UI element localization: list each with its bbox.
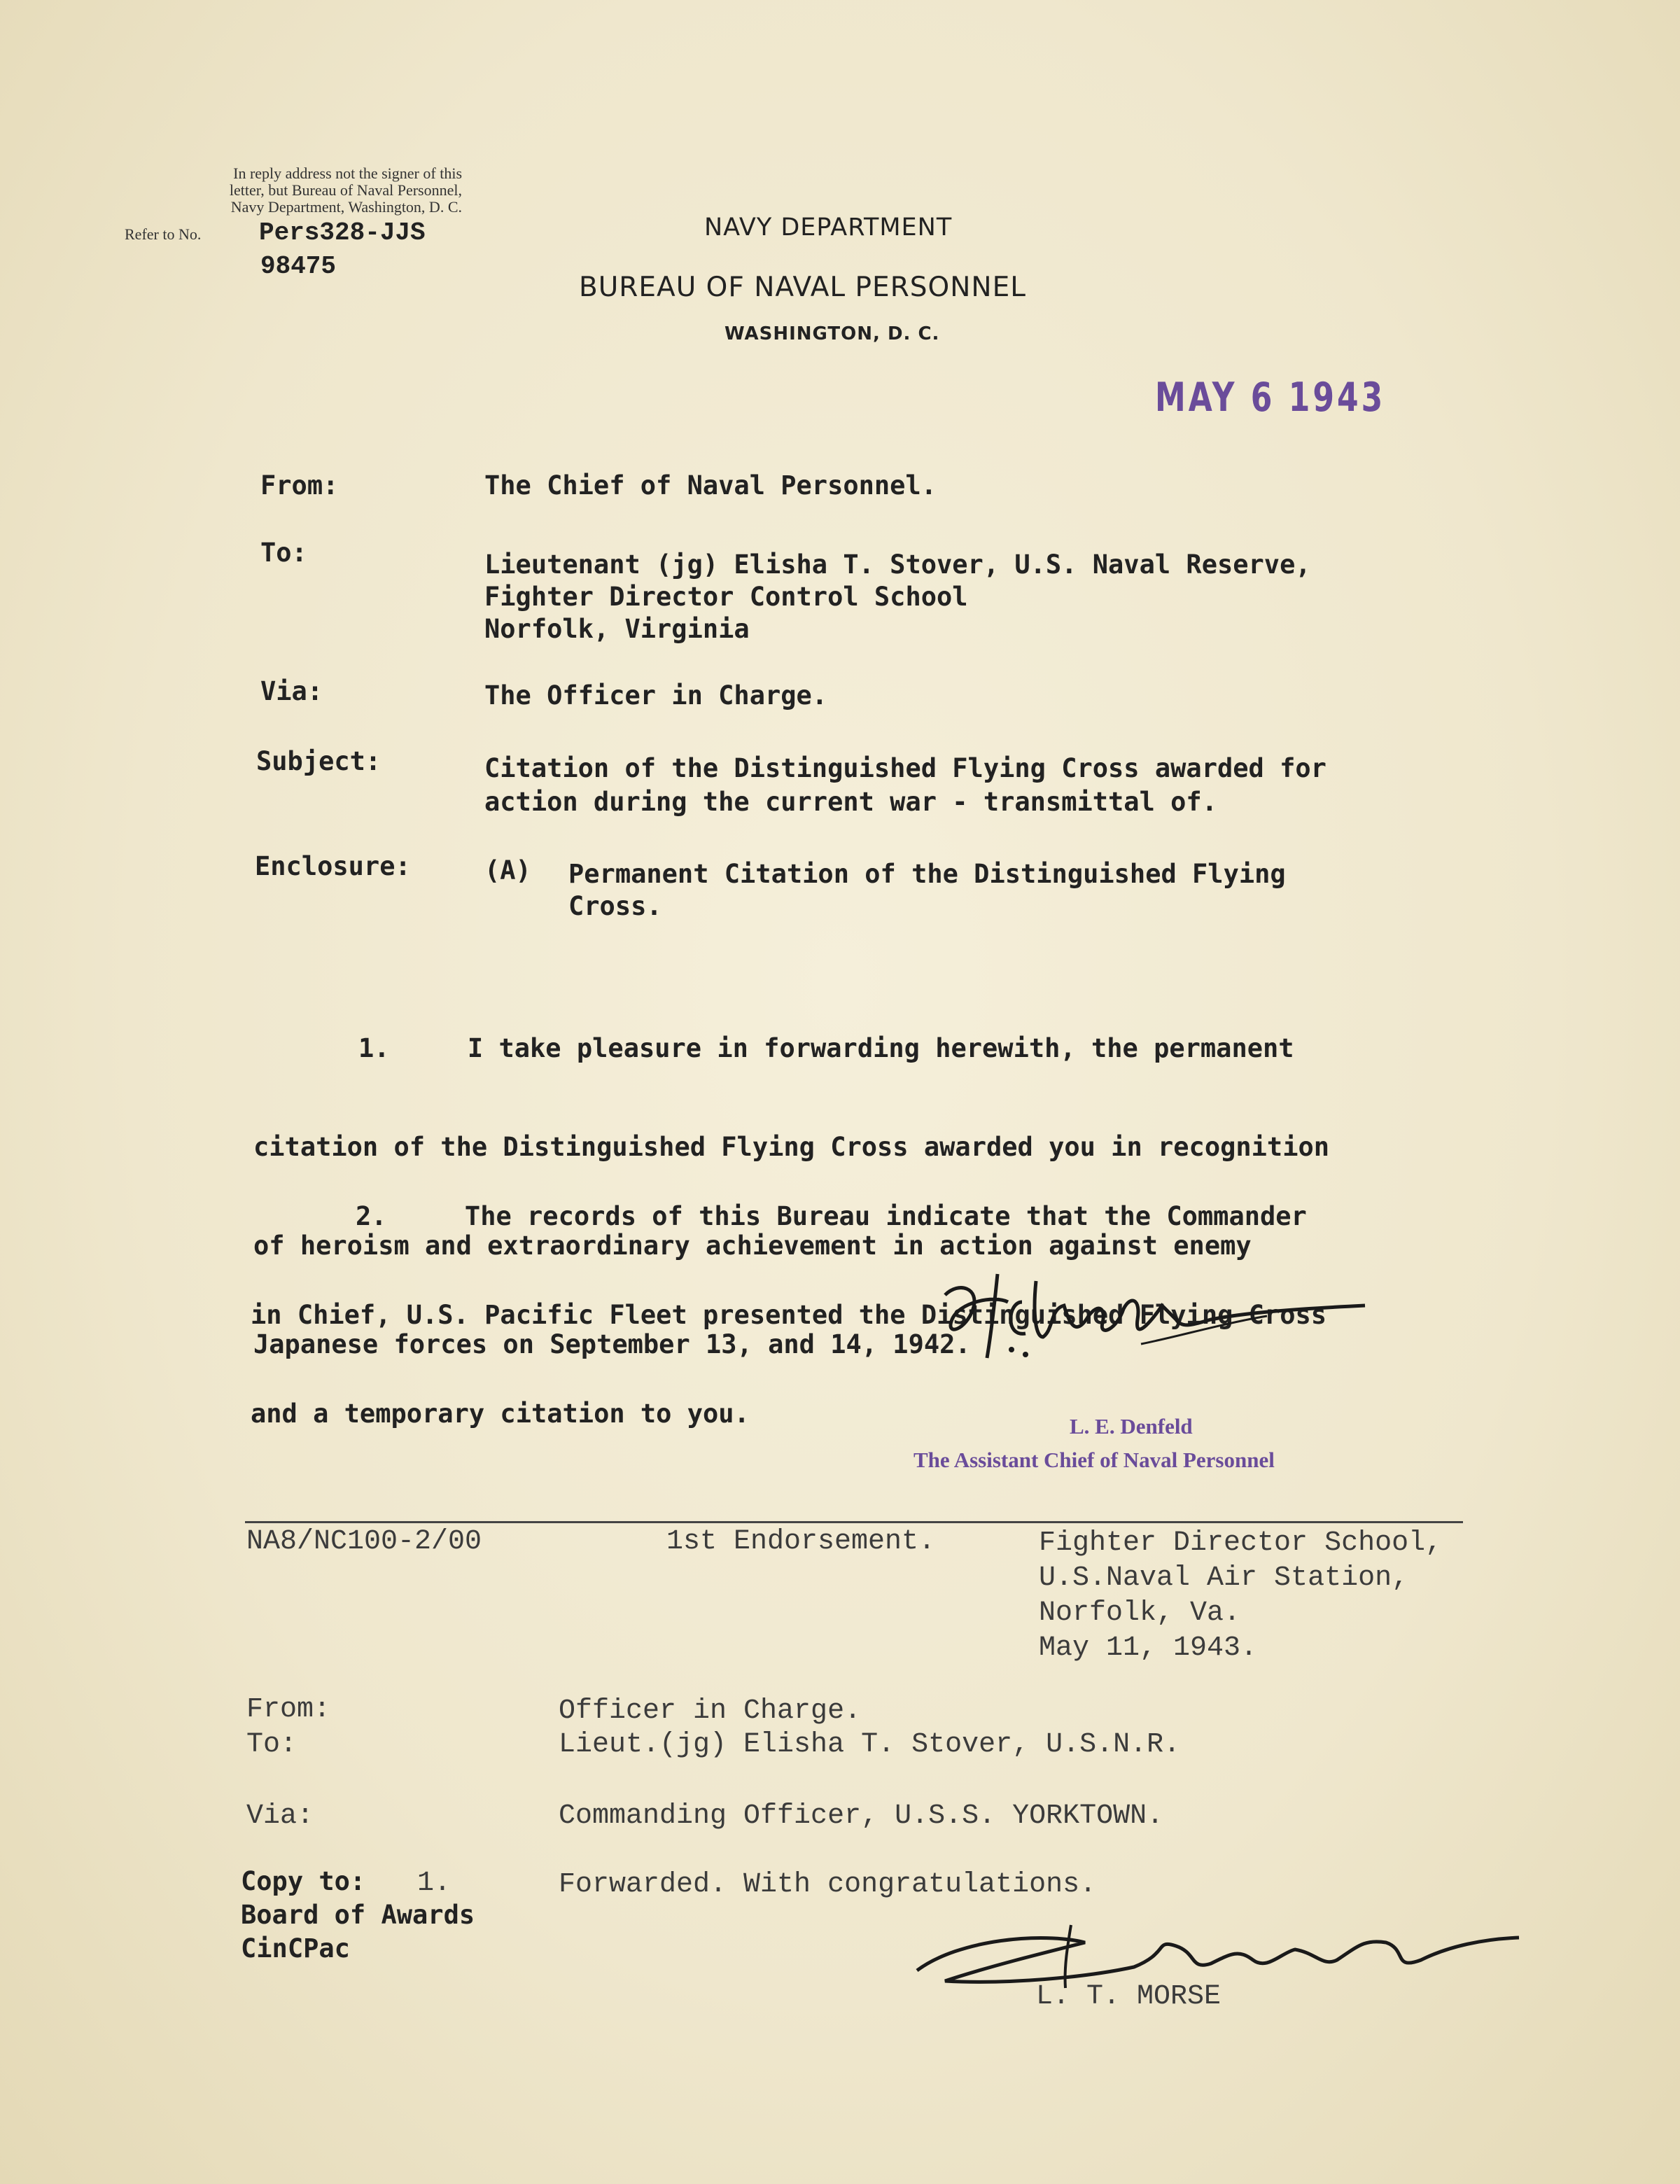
endorsement-via-value: Commanding Officer, U.S.S. YORKTOWN. bbox=[559, 1800, 1164, 1832]
paragraph-1-line: of heroism and extraordinary achievement in action against enemy bbox=[253, 1231, 1252, 1261]
to-line: Fighter Director Control School bbox=[484, 582, 968, 612]
from-value: The Chief of Naval Personnel. bbox=[484, 470, 937, 500]
signer-name: L. E. Denfeld bbox=[1070, 1414, 1193, 1438]
subject-line: Citation of the Distinguished Flying Cross awarded for bbox=[484, 753, 1326, 783]
date-stamp: MAY 6 1943 bbox=[1155, 374, 1386, 421]
enclosure-text bbox=[568, 858, 1286, 923]
endorsement-title: 1st Endorsement. bbox=[666, 1526, 936, 1558]
paragraph-1-line: Japanese forces on September 13, and 14, 1942. bbox=[253, 1329, 971, 1359]
enclosure-mark: (A) bbox=[484, 855, 531, 886]
via-label: Via: bbox=[260, 676, 323, 706]
endorsement-from-label: From: bbox=[246, 1694, 331, 1726]
to-address bbox=[484, 549, 1311, 645]
endorsement-address-line: Norfolk, Va. bbox=[1039, 1597, 1241, 1629]
endorsement-address-line: May 11, 1943. bbox=[1039, 1632, 1258, 1664]
reply-note-line: letter, but Bureau of Naval Personnel, bbox=[229, 181, 462, 199]
copy-to-line: Board of Awards bbox=[241, 1900, 475, 1930]
copy-to-list bbox=[241, 1898, 475, 1966]
endorsement-address bbox=[1039, 1526, 1442, 1666]
endorsement-to-value: Lieut.(jg) Elisha T. Stover, U.S.N.R. bbox=[559, 1729, 1181, 1760]
letterhead-city: WASHINGTON, D. C. bbox=[724, 323, 940, 344]
enclosure-label: Enclosure: bbox=[255, 851, 411, 881]
paragraph-2-line: in Chief, U.S. Pacific Fleet presented the Distinguished Flying Cross bbox=[251, 1300, 1327, 1330]
endorsement-via-label: Via: bbox=[246, 1800, 314, 1832]
endorsement-paragraph-number: 1. bbox=[417, 1868, 451, 1899]
copy-to-label: Copy to: bbox=[241, 1866, 366, 1896]
paragraph-2-line: and a temporary citation to you. bbox=[251, 1399, 750, 1429]
denfeld-signature bbox=[931, 1253, 1407, 1379]
endorsement-to-label: To: bbox=[246, 1729, 298, 1760]
to-label: To: bbox=[260, 538, 307, 568]
paragraph-2-line: 2. The records of this Bureau indicate that the Commander bbox=[356, 1201, 1307, 1231]
via-value: The Officer in Charge. bbox=[484, 680, 828, 710]
letterhead-bureau: BUREAU OF NAVAL PERSONNEL bbox=[579, 272, 1026, 303]
endorsement-from-value: Officer in Charge. bbox=[559, 1695, 862, 1727]
endorsement-divider bbox=[245, 1521, 1463, 1523]
letterhead-department: NAVY DEPARTMENT bbox=[704, 214, 953, 241]
enclosure-line: Cross. bbox=[568, 891, 662, 921]
to-line: Norfolk, Virginia bbox=[484, 614, 750, 644]
signer-title: The Assistant Chief of Naval Personnel bbox=[913, 1448, 1275, 1472]
paragraph-1-line: citation of the Distinguished Flying Cross awarded you in recognition bbox=[253, 1132, 1330, 1162]
endorsement-file-number: NA8/NC100-2/00 bbox=[246, 1526, 482, 1558]
to-line: Lieutenant (jg) Elisha T. Stover, U.S. Naval Reserve, bbox=[484, 550, 1311, 580]
subject-line: action during the current war - transmittal of. bbox=[484, 787, 1217, 817]
refer-number: 98475 bbox=[260, 252, 337, 281]
copy-to-line: CinCPac bbox=[241, 1933, 350, 1963]
subject-text bbox=[484, 752, 1326, 819]
refer-code: Pers328-JJS bbox=[259, 218, 426, 247]
refer-to-label: Refer to No. bbox=[125, 225, 202, 243]
subject-label: Subject: bbox=[256, 746, 382, 776]
reply-address-note bbox=[126, 165, 462, 216]
paragraph-1-line: 1. I take pleasure in forwarding herewith, the permanent bbox=[358, 1033, 1294, 1063]
enclosure-line: Permanent Citation of the Distinguished Flying bbox=[568, 859, 1286, 889]
reply-note-line: In reply address not the signer of this bbox=[233, 164, 462, 182]
endorsement-address-line: U.S.Naval Air Station, bbox=[1039, 1562, 1409, 1594]
endorsement-address-line: Fighter Director School, bbox=[1039, 1527, 1443, 1559]
endorsement-signer: L. T. MORSE bbox=[1036, 1981, 1222, 2012]
endorsement-paragraph-text: Forwarded. With congratulations. bbox=[559, 1869, 1097, 1900]
from-label: From: bbox=[260, 470, 339, 500]
reply-note-line: Navy Department, Washington, D. C. bbox=[230, 198, 462, 216]
